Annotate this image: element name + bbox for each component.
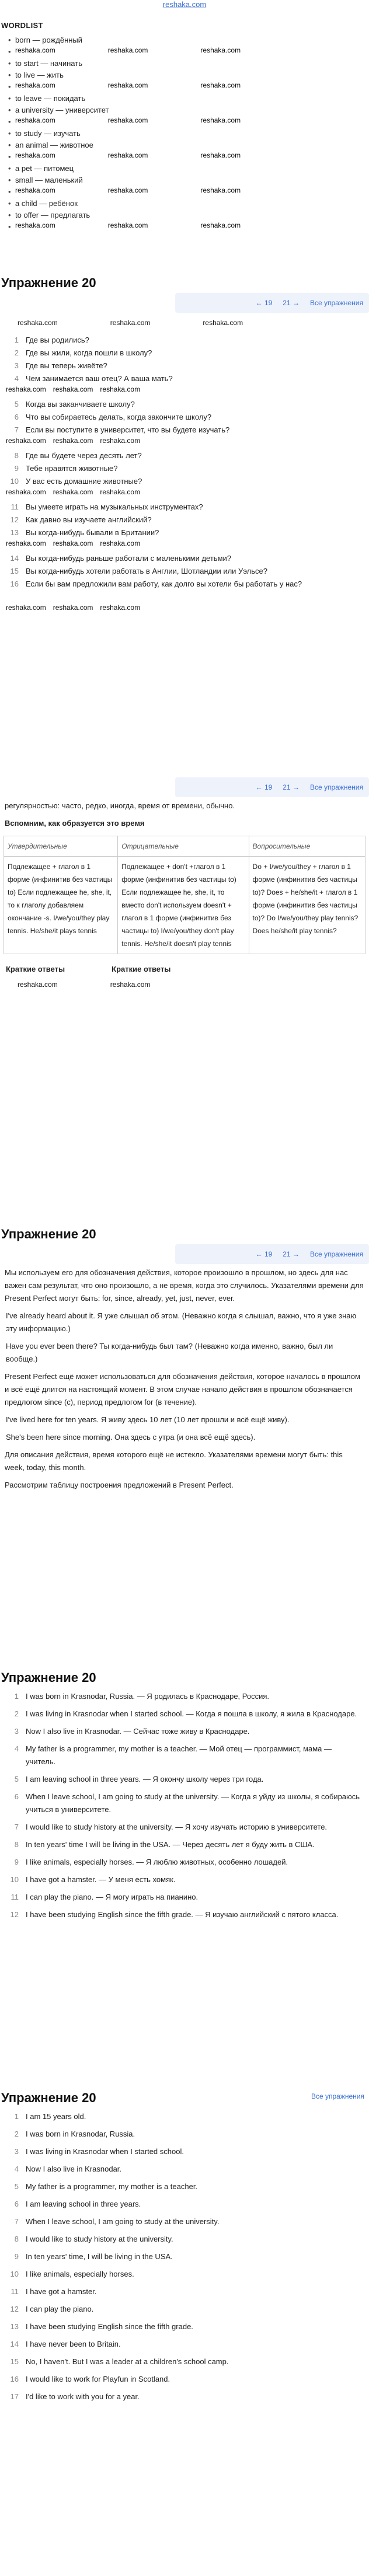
list-item: 13 Вы когда-нибудь бывали в Британии? — [10, 528, 159, 537]
list-item: 15 No, I haven't. But I was a leader at a children's school camp. — [10, 2357, 229, 2366]
list-item: 13 I have been studying English since the fifth grade. — [10, 2322, 193, 2331]
list-item: 11 I have got a hamster. — [11, 2287, 97, 2296]
all-exercises-link[interactable]: Все упражнения — [309, 1250, 363, 1258]
list-item: 16 I would like to work for Playfun in Scotland. — [10, 2375, 170, 2383]
watermark-row: • reshaka.com reshaka.com reshaka.com — [0, 151, 369, 163]
list-item: 12 I have been studying English since the fifth grade. — Я изучаю английский с пятого класса. — [10, 1910, 339, 1919]
grammar-table — [4, 836, 365, 954]
list-item: 9 In ten years' time, I will be living in the USA. — [14, 2252, 173, 2261]
exercise-1 — [0, 270, 369, 777]
table-cell: Do + I/we/you/they + глагол в 1 форме (инфинитив без частицы to)? Does + he/she/it + глагол в 1 форме (инфинитив без частицы to)? Do I/we/you/they play tennis? Does he/she/it play tennis? — [249, 857, 365, 954]
wordlist-item: • a pet — питомец — [0, 163, 369, 174]
wordlist-title: WORDLIST — [1, 21, 43, 30]
example-4: She's been here since morning. Она здесь с утра (и она всё ещё здесь). — [6, 1433, 256, 1441]
pager — [175, 777, 369, 797]
wordlist-item: • small — маленький — [0, 174, 369, 186]
list-item: 3 Now I also live in Krasnodar. — Сейчас тоже живу в Краснодаре. — [14, 1727, 250, 1736]
wordlist-item: • to live — жить — [0, 69, 369, 81]
list-item: 4 Чем занимается ваш отец? А ваша мать? — [14, 374, 173, 383]
exercise-3 — [0, 1221, 369, 1664]
short-answers-heading: Краткие ответы Краткие ответы — [6, 965, 171, 973]
wordlist-items — [0, 34, 369, 233]
body-text: Мы используем его для обозначения действия, которое произошло в прошлом, но здесь для нас важен сам результат, что оно произошло, а не время, когда это случилось. Указателями времени для Present Perfect могут быть: for, since, already, yet, just, never, ever. — [5, 1268, 364, 1303]
next-exercise-link[interactable]: 21 → — [283, 299, 300, 307]
list-item: 7 Если вы поступите в университет, что вы будете изучать? — [14, 425, 230, 434]
table-header: Вопросительные — [249, 836, 365, 857]
list-item: 11 Вы умеете играть на музыкальных инструментах? — [11, 502, 203, 511]
list-item: 2 Где вы жили, когда пошли в школу? — [14, 348, 152, 357]
watermark-row: reshaka.com reshaka.com reshaka.com — [18, 319, 243, 327]
list-item: 8 I would like to study history at the university. — [14, 2235, 173, 2243]
list-item: 17 I'd like to work with you for a year. — [10, 2392, 140, 2401]
watermark-row: • reshaka.com reshaka.com reshaka.com — [0, 46, 369, 58]
watermark-row: • reshaka.com reshaka.com reshaka.com — [0, 81, 369, 93]
list-item: 15 Вы когда-нибудь хотели работать в Англии, Шотландии или Уэльсе? — [10, 567, 267, 575]
list-item: 5 I am leaving school in three years. — Я окончу школу через три года. — [14, 1775, 264, 1783]
list-item: 14 Вы когда-нибудь раньше работали с маленькими детьми? — [10, 554, 232, 563]
list-item: 3 Где вы теперь живёте? — [14, 361, 107, 370]
list-item: 3 I was living in Krasnodar when I started school. — [14, 2147, 184, 2156]
exercise-title: Упражнение 20 — [1, 2090, 96, 2105]
exercise-title: Упражнение 20 — [1, 1227, 96, 1241]
body-text: Для описания действия, время которого ещё не истекло. Указателями времени могут быть: this week, today, this month. — [5, 1450, 343, 1472]
table-header: Утвердительные — [4, 836, 118, 857]
exercise-title: Упражнение 20 — [1, 275, 96, 290]
exercise-4 — [0, 1664, 369, 2085]
list-item: 10 У вас есть домашние животные? — [10, 477, 142, 486]
watermark-row: • reshaka.com reshaka.com reshaka.com — [0, 116, 369, 128]
list-item: 6 I am leaving school in three years. — [14, 2200, 141, 2208]
answer-list — [0, 1688, 369, 1924]
body-text: Рассмотрим таблицу построения предложений в Present Perfect. — [5, 1481, 234, 1489]
list-item: 16 Если бы вам предложили вам работу, как долго вы хотели бы работать у нас? — [10, 580, 302, 588]
answer-list — [0, 2108, 369, 2406]
table-cell: Подлежащее + глагол в 1 форме (инфинитив без частицы to) Если подлежащее he, she, it, то к глаголу добавляем окончание -s. I/we/you/they play tennis. He/she/it plays tennis — [4, 857, 118, 954]
list-item: 12 I can play the piano. — [10, 2305, 94, 2313]
list-item: 5 My father is a programmer, my mother is a teacher. — [14, 2182, 198, 2191]
exercise-title: Упражнение 20 — [1, 1670, 96, 1685]
table-header: Отрицательные — [118, 836, 249, 857]
watermark-row: reshaka.com reshaka.com reshaka.com — [6, 385, 141, 393]
next-exercise-link[interactable]: 21 → — [283, 783, 300, 791]
list-item: 1 I was born in Krasnodar, Russia. — Я родилась в Краснодаре, Россия. — [14, 1692, 270, 1701]
watermark-row: • reshaka.com reshaka.com reshaka.com — [0, 186, 369, 198]
watermark-row: reshaka.com reshaka.com — [18, 980, 151, 989]
wordlist-item: • born — рождённый — [0, 34, 369, 46]
wordlist-item: • an animal — животное — [0, 139, 369, 151]
site-link[interactable]: reshaka.com — [162, 0, 207, 9]
wordlist-item: • to study — изучать — [0, 128, 369, 139]
table-cell: Подлежащее + don't +глагол в 1 форме (инфинитив без частицы to) Если подлежащее he, she, it, то вместо don't используем doesn't + глагол в 1 форме (инфинитив без частицы to) I/we/you/they don't play tennis. He/she/it doesn't play tennis — [118, 857, 249, 954]
prev-exercise-link[interactable]: ← 19 — [255, 783, 273, 791]
list-item: 12 Как давно вы изучаете английский? — [10, 515, 152, 524]
example-3: I've lived here for ten years. Я живу здесь 10 лет (10 лет прошли и всё ещё живу). — [6, 1415, 290, 1424]
example-1: I've already heard about it. Я уже слышал об этом. (Неважно когда я слышал, важно, что я уже знаю эту информацию.) — [6, 1311, 357, 1333]
wordlist-item: • to offer — предлагать — [0, 210, 369, 221]
list-item: 5 Когда вы заканчиваете школу? — [14, 400, 135, 409]
wordlist-section — [0, 13, 369, 270]
list-item: 2 I was living in Krasnodar when I started school. — Когда я пошла в школу, я жила в Краснодаре. — [14, 1709, 357, 1718]
watermark-row: reshaka.com reshaka.com reshaka.com — [6, 437, 141, 445]
watermark-row: reshaka.com reshaka.com reshaka.com — [6, 603, 141, 612]
question-list — [0, 334, 369, 616]
watermark-row: • reshaka.com reshaka.com reshaka.com — [0, 221, 369, 233]
pager — [175, 1244, 369, 1264]
example-2: Have you ever been there? Ты когда-нибудь был там? (Неважно когда именно, важно, был ли вообще.) — [6, 1342, 333, 1363]
watermark-row: reshaka.com reshaka.com reshaka.com — [6, 539, 141, 547]
list-item: 9 Тебе нравятся животные? — [14, 464, 118, 473]
wordlist-item: • a university — университет — [0, 104, 369, 116]
wordlist-item: • to leave — покидать — [0, 93, 369, 104]
list-item: 1 Где вы родились? — [14, 336, 89, 344]
list-item: 10 I like animals, especially horses. — [10, 2270, 134, 2278]
list-item: 4 My father is a programmer, my mother is a teacher. — Мой отец — программист, мама — учитель. — [14, 1744, 332, 1766]
wordlist-item: • to start — начинать — [0, 58, 369, 69]
pager — [175, 293, 369, 313]
prev-exercise-link[interactable]: ← 19 — [255, 299, 273, 307]
all-exercises-link[interactable]: Все упражнения — [309, 783, 363, 791]
grammar-heading: Вспомним, как образуется это время — [5, 819, 145, 828]
list-item: 6 When I leave school, I am going to study at the university. — Когда я уйду из школы, я собираюсь учиться в университете. — [14, 1792, 360, 1814]
list-item: 10 I have got a hamster. — У меня есть хомяк. — [10, 1875, 176, 1884]
list-item: 9 I like animals, especially horses. — Я люблю животных, особенно лошадей. — [14, 1858, 288, 1866]
watermark-row: reshaka.com reshaka.com reshaka.com — [6, 488, 141, 496]
list-item: 11 I can play the piano. — Я могу играть на пианино. — [11, 1893, 199, 1901]
prev-exercise-link[interactable]: ← 19 — [255, 1250, 273, 1258]
list-item: 1 I am 15 years old. — [14, 2112, 86, 2121]
all-exercises-link[interactable]: Все упражнения — [311, 2092, 364, 2100]
list-item: 4 Now I also live in Krasnodar. — [14, 2165, 122, 2173]
list-item: 8 Где вы будете через десять лет? — [14, 451, 142, 460]
body-text: Present Perfect ещё может использоваться для обозначения действия, которое началось в прошлом и всё ещё длится на настоящий момент. В этом случае начало действия в прошлом обозначается предлогом since (с), период предлогом for (в течение). — [5, 1372, 360, 1406]
wordlist-item: • a child — ребёнок — [0, 198, 369, 210]
list-item: 6 Что вы собираетесь делать, когда закончите школу? — [14, 413, 212, 421]
all-exercises-link[interactable]: Все упражнения — [309, 299, 363, 307]
list-item: 2 I was born in Krasnodar, Russia. — [14, 2130, 135, 2138]
exercise-5 — [0, 2085, 369, 2576]
next-exercise-link[interactable]: 21 → — [283, 1250, 300, 1258]
intro-text: регулярностью: часто, редко, иногда, время от времени, обычно. — [5, 801, 235, 810]
list-item: 7 I would like to study history at the university. — Я хочу изучать историю в университете. — [14, 1823, 328, 1831]
list-item: 14 I have never been to Britain. — [10, 2340, 121, 2348]
list-item: 8 In ten years' time I will be living in the USA. — Через десять лет я буду жить в США. — [14, 1840, 315, 1849]
list-item: 7 When I leave school, I am going to study at the university. — [14, 2217, 220, 2226]
exercise-2 — [0, 777, 369, 1221]
